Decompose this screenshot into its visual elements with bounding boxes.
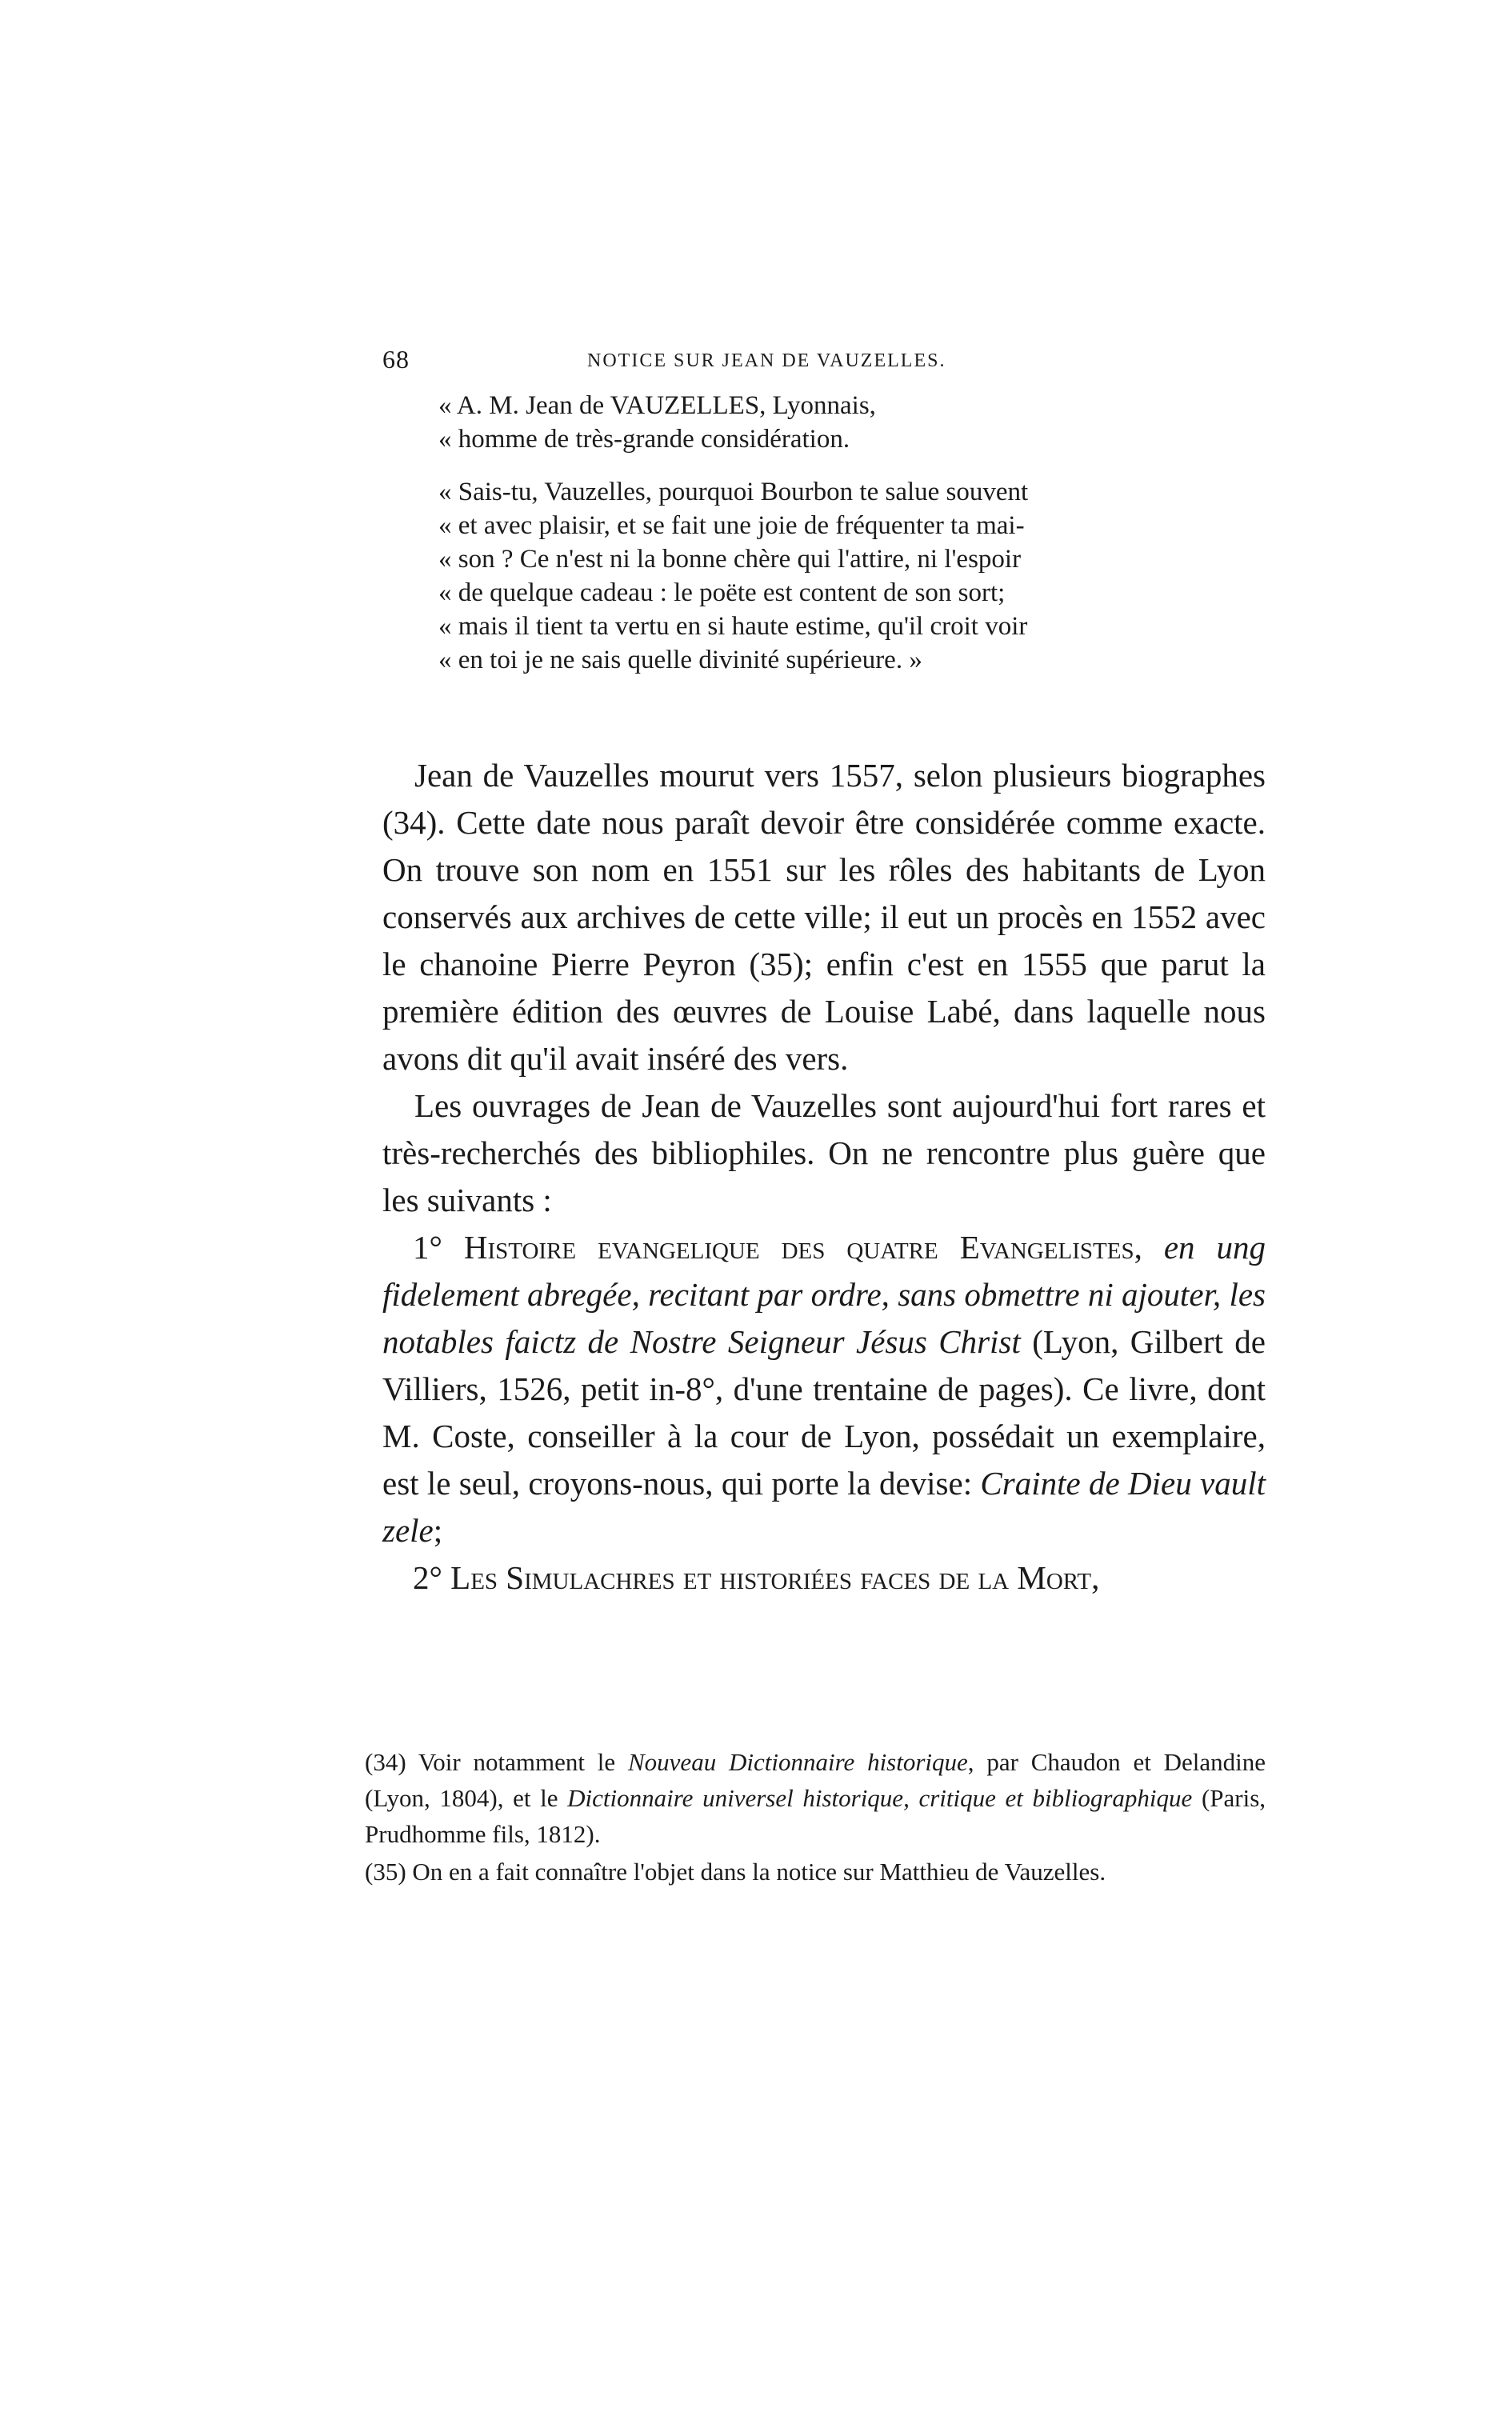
footnote-title: Dictionnaire universel historique, critique et bibliographique [567,1784,1193,1812]
epigram-line: « de quelque cadeau : le poëte est content de son sort; [438,578,1006,607]
footnote-text: (Paris, Prudhomme fils, 1812). [365,1784,1266,1848]
item-subtitle: en ung fidelement abregée, recitant par ordre, sans obmettre ni ajouter, les notables faictz de Nostre Seigneur Jésus Christ [382,1229,1266,1360]
epigram-line: « A. M. Jean de VAUZELLES, Lyonnais, [438,391,876,420]
epigram-line: « en toi je ne sais quelle divinité supérieure. » [438,646,922,674]
epigram-line: « Sais-tu, Vauzelles, pourquoi Bourbon te salue souvent [438,478,1029,506]
item-number: 1° [413,1229,442,1266]
running-head: NOTICE SUR JEAN DE VAUZELLES. [587,350,946,371]
main-text [382,752,1266,1602]
footnote-35 [365,1854,1266,1890]
footnote-title: Nouveau Dictionnaire historique [628,1748,968,1776]
work-item-1 [382,1224,1266,1554]
paragraph-works: Les ouvrages de Jean de Vauzelles sont aujourd'hui fort rares et très-recherchés des bibliophiles. On ne rencontre plus guère que les suivants : [382,1087,1266,1218]
epigram-line: « et avec plaisir, et se fait une joie de fréquenter ta mai- [438,511,1025,540]
work-item-2 [382,1554,1266,1602]
footnote-mark: (35) [365,1858,406,1886]
epigram-line: « homme de très-grande considération. [438,425,850,454]
item-title: Histoire evangelique des quatre Evangelistes, [463,1229,1142,1266]
footnote-mark: (34) [365,1748,406,1776]
item-motto: Crainte de Dieu vault zele [382,1465,1266,1549]
item-end: ; [433,1512,443,1549]
epigram-line: « mais il tient ta vertu en si haute estime, qu'il croit voir [438,612,1028,641]
epigram-line: « son ? Ce n'est ni la bonne chère qui l'attire, ni l'espoir [438,545,1022,574]
epigram-quotation [438,389,1270,677]
page-header [382,342,1262,377]
footnote-34 [365,1744,1266,1852]
footnote-text: , par Chaudon et Delandine (Lyon, 1804), et le [365,1748,1266,1812]
item-imprint: (Lyon, Gilbert de Villiers, 1526, petit in-8°, d'une trentaine de pages). Ce livre, dont M. Coste, conseiller à la cour de Lyon, possédait un exemplaire, est le seul, croyons-nous, qui porte la devise: [382,1323,1266,1502]
footnote-text: On en a fait connaître l'objet dans la notice sur Matthieu de Vauzelles. [412,1858,1106,1886]
footnotes [365,1744,1266,1891]
paragraph-death: Jean de Vauzelles mourut vers 1557, selon plusieurs biographes (34). Cette date nous paraît devoir être considérée comme exacte. On trouve son nom en 1551 sur les rôles des habitants de Lyon conservés aux archives de cette ville; il eut un procès en 1552 avec le chanoine Pierre Peyron (35); enfin c'est en 1555 que parut la première édition des œuvres de Louise Labé, dans laquelle nous avons dit qu'il avait inséré des vers. [382,757,1266,1077]
footnote-text: Voir notamment le [418,1748,616,1776]
page-number: 68 [382,345,410,374]
item-number: 2° [413,1559,442,1596]
item-title: Les Simulachres et historiées faces de la Mort, [450,1559,1100,1596]
